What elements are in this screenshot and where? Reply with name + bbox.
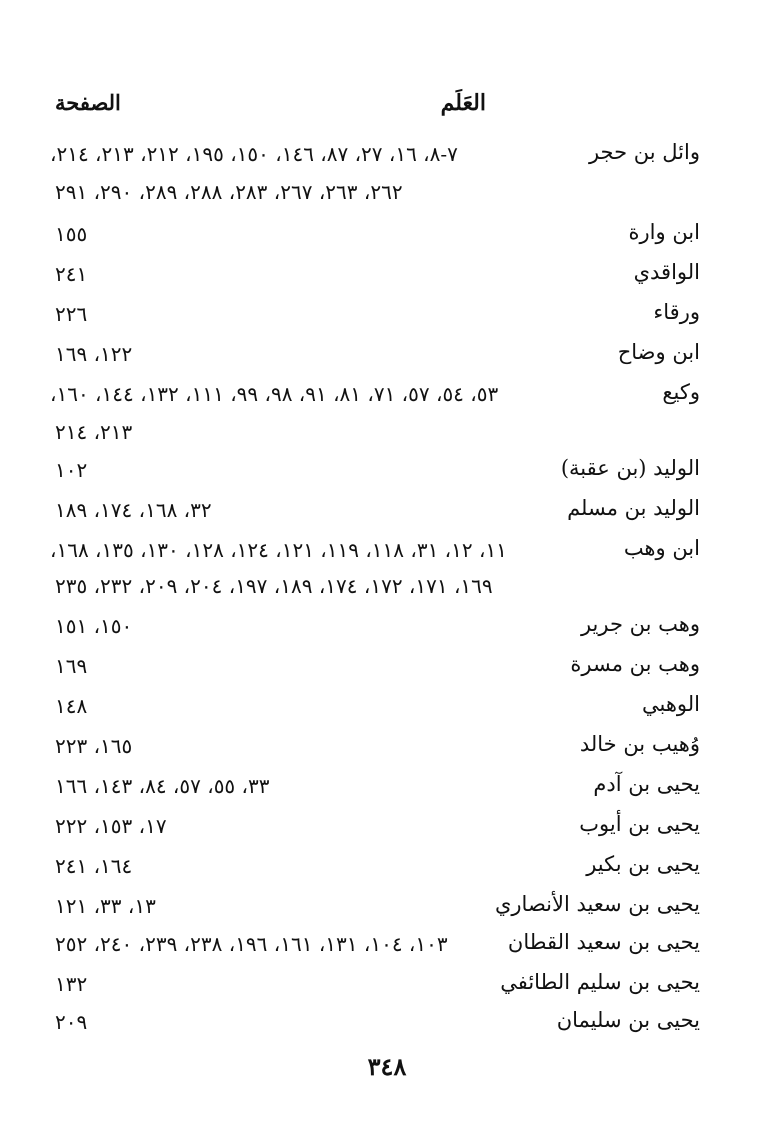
index-entry bbox=[50, 260, 700, 300]
index-entry bbox=[50, 772, 700, 812]
entry-name: وائل بن حجر bbox=[588, 140, 700, 164]
entry-pages: ١٦٥، ٢٢٣ bbox=[55, 734, 133, 758]
index-entry bbox=[50, 652, 700, 692]
entry-pages: ١٠٢ bbox=[55, 458, 88, 482]
entry-pages: ٥٣، ٥٤، ٥٧، ٧١، ٨١، ٩١، ٩٨، ٩٩، ١١١، ١٣٢، ١٤٤، ١٦٠، bbox=[50, 382, 499, 406]
entry-name: يحيى بن سليم الطائفي bbox=[500, 970, 700, 994]
entry-pages-continuation: ١٦٩، ١٧١، ١٧٢، ١٧٤، ١٨٩، ١٩٧، ٢٠٤، ٢٠٩، ٢٣٢، ٢٣٥ bbox=[55, 574, 493, 598]
index-entry bbox=[50, 496, 700, 536]
entry-pages: ١٥٥ bbox=[55, 222, 88, 246]
entry-name: يحيى بن بكير bbox=[586, 852, 700, 876]
entry-name: يحيى بن آدم bbox=[593, 772, 700, 796]
entry-name: ابن وضاح bbox=[617, 340, 700, 364]
index-entry bbox=[50, 140, 700, 180]
name-column-header: العَلَم bbox=[440, 90, 486, 116]
entry-name: يحيى بن سعيد القطان bbox=[507, 930, 700, 954]
entry-pages: ١٠٣، ١٠٤، ١٣١، ١٦١، ١٩٦، ٢٣٨، ٢٣٩، ٢٤٠، ٢٥٢ bbox=[55, 932, 448, 956]
entry-name: ورقاء bbox=[653, 300, 700, 324]
index-entry bbox=[50, 380, 700, 420]
entry-name: وكيع bbox=[662, 380, 700, 404]
index-entry bbox=[50, 612, 700, 652]
index-entry bbox=[50, 812, 700, 852]
entry-pages: ١٦٩ bbox=[55, 654, 88, 678]
index-entry bbox=[50, 536, 700, 576]
entry-name: يحيى بن سعيد الأنصاري bbox=[494, 892, 700, 916]
index-entry bbox=[50, 930, 700, 970]
index-entry bbox=[50, 852, 700, 892]
entry-name: يحيى بن سليمان bbox=[556, 1008, 700, 1032]
index-entry bbox=[50, 970, 700, 1010]
entry-pages: ٢٢٦ bbox=[55, 302, 88, 326]
entry-name: ابن وهب bbox=[623, 536, 700, 560]
entry-pages: ٣٣، ٥٥، ٥٧، ٨٤، ١٤٣، ١٦٦ bbox=[55, 774, 270, 798]
entry-pages: ٢٠٩ bbox=[55, 1010, 88, 1034]
index-entry bbox=[50, 732, 700, 772]
entry-name: وهب بن جرير bbox=[580, 612, 700, 636]
entry-pages: ١٣، ٣٣، ١٢١ bbox=[55, 894, 156, 918]
index-entry bbox=[50, 220, 700, 260]
index-entry bbox=[50, 1008, 700, 1048]
entry-name: الوليد بن مسلم bbox=[567, 496, 700, 520]
entry-pages: ١٥٠، ١٥١ bbox=[55, 614, 133, 638]
entry-name: الوهبي bbox=[642, 692, 700, 716]
entry-name: الواقدي bbox=[633, 260, 700, 284]
entry-pages: ١٤٨ bbox=[55, 694, 88, 718]
entry-pages: ٢٤١ bbox=[55, 262, 88, 286]
page-number: ٣٤٨ bbox=[367, 1052, 407, 1081]
index-entry bbox=[50, 300, 700, 340]
entry-pages: ١١، ١٢، ٣١، ١١٨، ١١٩، ١٢١، ١٢٤، ١٢٨، ١٣٠، ١٣٥، ١٦٨، bbox=[50, 538, 507, 562]
entry-name: وُهيب بن خالد bbox=[579, 732, 700, 756]
entry-pages-continuation: ٢١٣، ٢١٤ bbox=[55, 420, 133, 444]
index-entry bbox=[50, 340, 700, 380]
entry-pages: ٧-٨، ١٦، ٢٧، ٨٧، ١٤٦، ١٥٠، ١٩٥، ٢١٢، ٢١٣، ٢١٤، bbox=[50, 142, 458, 166]
index-entry bbox=[50, 692, 700, 732]
entry-name: يحيى بن أيوب bbox=[579, 812, 700, 836]
entry-name: ابن وارة bbox=[628, 220, 700, 244]
entry-pages: ١٧، ١٥٣، ٢٢٢ bbox=[55, 814, 167, 838]
page-column-header: الصفحة bbox=[55, 90, 121, 115]
entry-pages-continuation: ٢٦٢، ٢٦٣، ٢٦٧، ٢٨٣، ٢٨٨، ٢٨٩، ٢٩٠، ٢٩١ bbox=[55, 180, 403, 204]
entry-name: وهب بن مسرة bbox=[570, 652, 700, 676]
entry-pages: ١٦٤، ٢٤١ bbox=[55, 854, 133, 878]
entry-pages: ١٣٢ bbox=[55, 972, 88, 996]
entry-name: الوليد (بن عقبة) bbox=[560, 456, 700, 480]
index-entry bbox=[50, 892, 700, 932]
entry-pages: ٣٢، ١٦٨، ١٧٤، ١٨٩ bbox=[55, 498, 212, 522]
entry-pages: ١٢٢، ١٦٩ bbox=[55, 342, 133, 366]
index-entry bbox=[50, 456, 700, 496]
